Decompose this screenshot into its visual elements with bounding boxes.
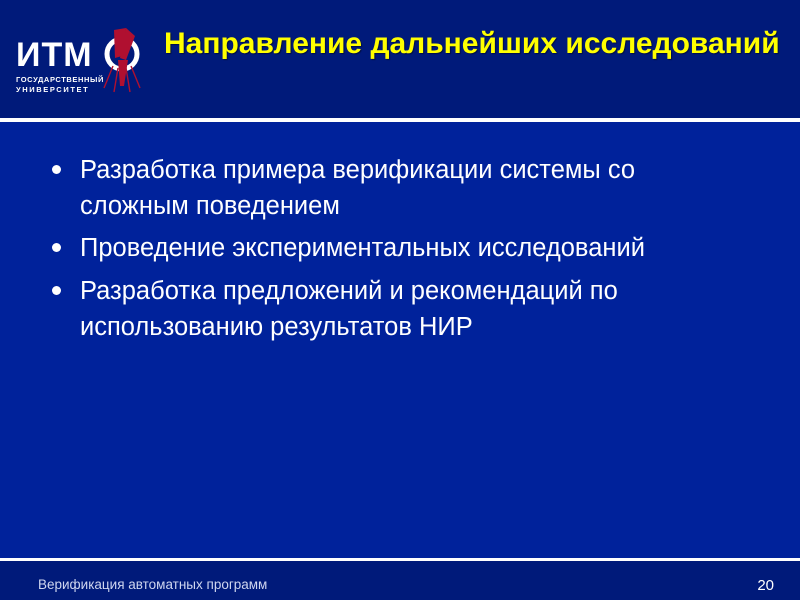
svg-text:УНИВЕРСИТЕТ: УНИВЕРСИТЕТ [16, 85, 90, 94]
svg-text:ГОСУДАРСТВЕННЫЙ: ГОСУДАРСТВЕННЫЙ [16, 75, 104, 84]
list-item-text: Разработка предложений и рекомендаций по использованию результатов НИР [80, 276, 618, 341]
svg-text:ИТМ: ИТМ [16, 36, 93, 74]
bullet-dot-icon [52, 286, 61, 295]
bullet-dot-icon [52, 243, 61, 252]
list-item [38, 152, 720, 224]
list-item [38, 230, 720, 266]
content-body [38, 152, 762, 351]
bullet-dot-icon [52, 165, 61, 174]
page-title: Направление дальнейших исследований [164, 27, 780, 60]
footer-text: Верификация автоматных программ [38, 577, 268, 592]
page-number: 20 [757, 577, 774, 594]
list-item [38, 273, 720, 345]
list-item-text: Проведение экспериментальных исследований [80, 234, 645, 263]
bullet-list [38, 152, 762, 345]
list-item-text: Разработка примера верификации системы со сложным поведением [80, 156, 636, 221]
itmo-logo [14, 26, 162, 104]
